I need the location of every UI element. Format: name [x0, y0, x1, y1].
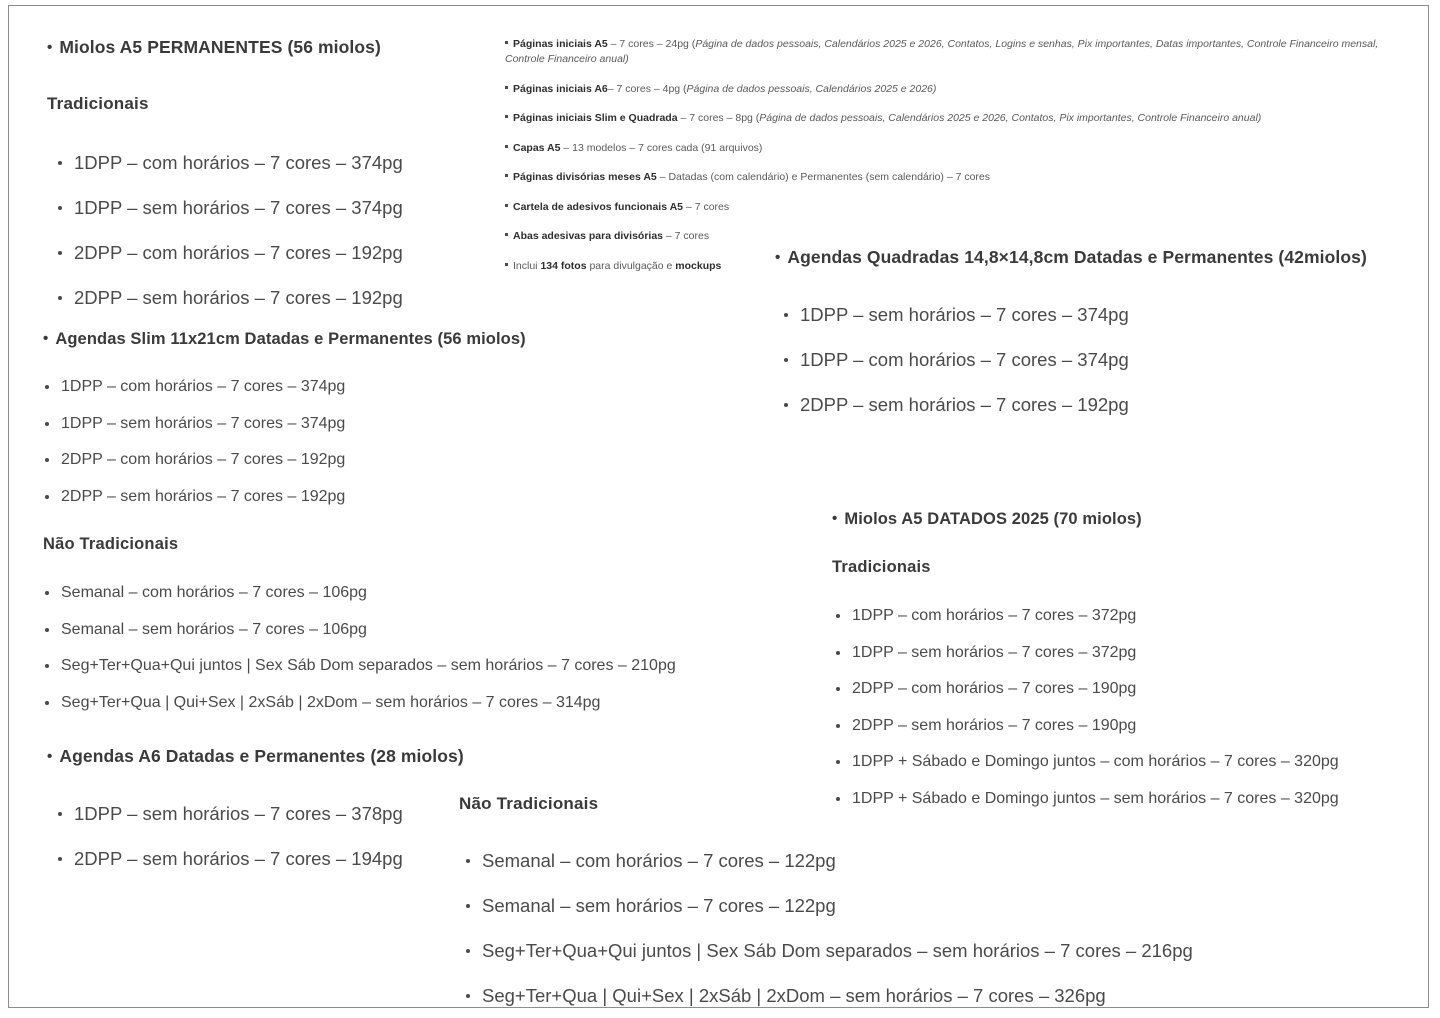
- list-item: 1DPP + Sábado e Domingo juntos – sem horários – 7 cores – 320pg: [831, 781, 1339, 818]
- list-item: 1DPP – com horários – 7 cores – 374pg: [53, 140, 403, 185]
- bullet-icon: •: [832, 510, 838, 527]
- heading-agendas-quadradas: • Agendas Quadradas 14,8×14,8cm Datadas e Permanentes (42miolos): [775, 247, 1367, 267]
- list-item: 2DPP – sem horários – 7 cores – 190pg: [831, 708, 1339, 745]
- heading-agendas-slim: • Agendas Slim 11x21cm Datadas e Permanentes (56 miolos): [43, 330, 526, 348]
- list-miolos-a5-permanentes-tradicionais: [53, 140, 403, 320]
- subheading-tradicionais-datados: Tradicionais: [832, 558, 931, 576]
- list-item: 2DPP – com horários – 7 cores – 192pg: [53, 230, 403, 275]
- list-item: 1DPP – sem horários – 7 cores – 378pg: [53, 791, 403, 836]
- list-item: Seg+Ter+Qua | Qui+Sex | 2xSáb | 2xDom – sem horários – 7 cores – 314pg: [40, 685, 676, 722]
- square-bullet-icon: [505, 174, 508, 177]
- extras-row: Páginas iniciais A6– 7 cores – 4pg (Página de dados pessoais, Calendários 2025 e 2026): [505, 82, 1405, 97]
- list-item: 2DPP – sem horários – 7 cores – 192pg: [779, 382, 1129, 427]
- list-miolos-a5-datados-tradicionais: [831, 598, 1339, 817]
- list-item: 1DPP – com horários – 7 cores – 372pg: [831, 598, 1339, 635]
- list-miolos-a5-datados-nao-tradicionais: [461, 838, 1193, 1008]
- heading-miolos-a5-datados: • Miolos A5 DATADOS 2025 (70 miolos): [832, 510, 1142, 528]
- extras-row: Capas A5 – 13 modelos – 7 cores cada (91 arquivos): [505, 141, 1405, 156]
- heading-miolos-a5-permanentes: • Miolos A5 PERMANENTES (56 miolos): [47, 37, 381, 57]
- square-bullet-icon: [505, 233, 508, 236]
- bullet-icon: •: [47, 748, 53, 765]
- list-item: Semanal – com horários – 7 cores – 122pg: [461, 838, 1193, 883]
- list-item: 2DPP – sem horários – 7 cores – 192pg: [53, 275, 403, 320]
- list-item: 2DPP – sem horários – 7 cores – 194pg: [53, 836, 403, 881]
- list-item: 2DPP – sem horários – 7 cores – 192pg: [40, 479, 345, 516]
- list-item: Seg+Ter+Qua+Qui juntos | Sex Sáb Dom separados – sem horários – 7 cores – 216pg: [461, 928, 1193, 973]
- square-bullet-icon: [505, 263, 508, 266]
- list-item: 2DPP – com horários – 7 cores – 192pg: [40, 442, 345, 479]
- document-page: [8, 5, 1429, 1008]
- list-agendas-slim: [40, 369, 345, 515]
- subheading-tradicionais-a5-permanentes: Tradicionais: [47, 94, 149, 113]
- square-bullet-icon: [505, 115, 508, 118]
- list-item: Semanal – com horários – 7 cores – 106pg: [40, 575, 676, 612]
- square-bullet-icon: [505, 204, 508, 207]
- bullet-icon: •: [47, 39, 53, 56]
- list-item: Semanal – sem horários – 7 cores – 122pg: [461, 883, 1193, 928]
- list-agendas-slim-nao-tradicionais: [40, 575, 676, 721]
- extras-row: Abas adesivas para divisórias – 7 cores: [505, 229, 1405, 244]
- square-bullet-icon: [505, 145, 508, 148]
- list-item: 1DPP – com horários – 7 cores – 374pg: [779, 337, 1129, 382]
- list-item: 1DPP + Sábado e Domingo juntos – com horários – 7 cores – 320pg: [831, 744, 1339, 781]
- subheading-nao-tradicionais-slim: Não Tradicionais: [43, 535, 179, 553]
- list-item: Seg+Ter+Qua+Qui juntos | Sex Sáb Dom separados – sem horários – 7 cores – 210pg: [40, 648, 676, 685]
- subheading-nao-tradicionais-datados: Não Tradicionais: [459, 794, 599, 813]
- list-item: Seg+Ter+Qua | Qui+Sex | 2xSáb | 2xDom – sem horários – 7 cores – 326pg: [461, 973, 1193, 1008]
- list-agendas-a6: [53, 791, 403, 881]
- list-item: 1DPP – com horários – 7 cores – 374pg: [40, 369, 345, 406]
- extras-row-fotos: Inclui 134 fotos para divulgação e mockups: [505, 259, 1405, 274]
- list-item: 1DPP – sem horários – 7 cores – 374pg: [779, 292, 1129, 337]
- list-agendas-quadradas: [779, 292, 1129, 427]
- square-bullet-icon: [505, 41, 508, 44]
- list-item: Semanal – sem horários – 7 cores – 106pg: [40, 612, 676, 649]
- bullet-icon: •: [775, 249, 781, 266]
- list-item: 1DPP – sem horários – 7 cores – 372pg: [831, 635, 1339, 672]
- extras-row: Páginas divisórias meses A5 – Datadas (com calendário) e Permanentes (sem calendário) – 7 cores: [505, 170, 1405, 185]
- heading-agendas-a6: • Agendas A6 Datadas e Permanentes (28 miolos): [47, 746, 464, 766]
- list-item: 1DPP – sem horários – 7 cores – 374pg: [53, 185, 403, 230]
- list-item: 2DPP – com horários – 7 cores – 190pg: [831, 671, 1339, 708]
- extras-row: Páginas iniciais Slim e Quadrada – 7 cores – 8pg (Página de dados pessoais, Calendários 2025 e 2026, Contatos, Pix importantes, Controle Financeiro anual): [505, 111, 1405, 126]
- bullet-icon: •: [43, 330, 49, 347]
- square-bullet-icon: [505, 86, 508, 89]
- extras-row: Páginas iniciais A5 – 7 cores – 24pg (Página de dados pessoais, Calendários 2025 e 2026, Contatos, Logins e senhas, Pix importantes, Datas importantes, Controle Financeiro mensal, Controle Financeiro anual): [505, 38, 1379, 65]
- extras-detail-list: [505, 37, 1405, 274]
- list-item: 1DPP – sem horários – 7 cores – 374pg: [40, 406, 345, 443]
- extras-row: Cartela de adesivos funcionais A5 – 7 cores: [505, 200, 1405, 215]
